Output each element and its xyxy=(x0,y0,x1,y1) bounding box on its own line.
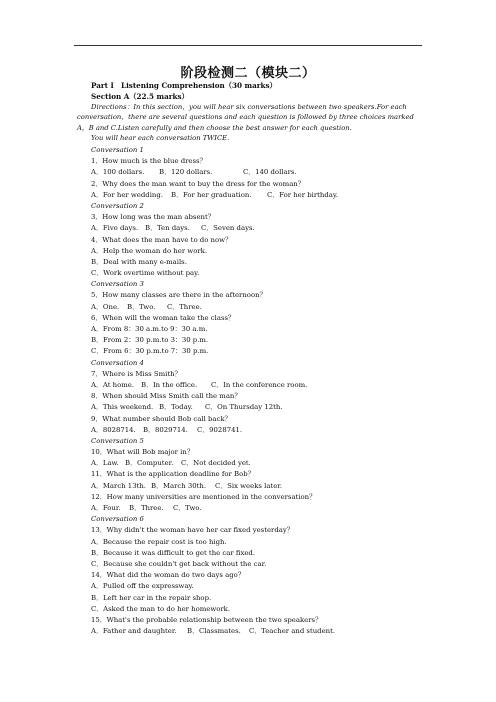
conversation-heading: Conversation 5 xyxy=(91,436,144,445)
question-line: 9．What number should Bob call back？ xyxy=(91,414,232,423)
options-row xyxy=(91,503,431,514)
question-line: A．Because the repair cost is too high. xyxy=(91,537,227,546)
options-row xyxy=(91,425,431,436)
question-line: 2．Why does the man want to buy the dress for the woman？ xyxy=(91,179,305,188)
option-choice: A．One. xyxy=(91,302,120,311)
option-choice: A．At home. xyxy=(91,380,135,389)
question-line: A．Pulled off the expressway. xyxy=(91,582,194,591)
option-choice: B．Today. xyxy=(159,403,193,412)
option-choice: C．Teacher and student. xyxy=(249,627,336,636)
page-title: 阶段检测二（模块二） xyxy=(180,66,316,81)
option-choice: B．In the office. xyxy=(141,380,198,389)
option-choice: C．For her birthday. xyxy=(267,190,339,199)
option-choice: A．Five days. xyxy=(91,224,139,233)
option-choice: B．March 30th. xyxy=(151,481,207,490)
options-row xyxy=(91,458,431,469)
option-choice: B．8029714. xyxy=(143,425,188,434)
question-line: C．Because she couldn't get back without the car. xyxy=(91,559,267,568)
option-choice: A．This weekend. xyxy=(91,403,154,412)
option-choice: B．Three. xyxy=(129,504,164,512)
options-row xyxy=(91,302,431,313)
question-line: 13．Why didn't the woman have her car fixed yesterday？ xyxy=(91,526,294,535)
option-choice: B．Classmates. xyxy=(187,627,241,636)
question-line: 10．What will Bob major in？ xyxy=(91,448,194,457)
question-line: 5．How many classes are there in the afternoon？ xyxy=(91,291,267,300)
question-line: 15．What's the probable relationship between the two speakers？ xyxy=(91,615,322,624)
question-line: C．Asked the man to do her homework. xyxy=(91,604,231,613)
option-choice: B．Ten days. xyxy=(145,224,190,233)
question-line: 12．How many universities are mentioned in the conversation？ xyxy=(91,492,316,501)
question-line: B．From 2：30 p.m.to 3：30 p.m. xyxy=(91,336,209,345)
question-line: 8．When should Miss Smith call the man？ xyxy=(91,392,242,401)
option-choice: C．Six weeks later. xyxy=(215,481,283,490)
option-choice: C．140 dollars. xyxy=(243,168,297,177)
question-line: A．Help the woman do her work. xyxy=(91,246,208,255)
option-choice: B．For her graduation. xyxy=(171,190,252,199)
question-line: 14．What did the woman do two days ago？ xyxy=(91,571,245,580)
option-choice: B．Two. xyxy=(127,302,156,311)
part-heading: Part Ⅰ Listening Comprehension（30 marks） xyxy=(91,81,277,90)
option-choice: A．8028714. xyxy=(91,425,136,434)
question-line: 7．Where is Miss Smith？ xyxy=(91,369,182,378)
option-choice: A．For her wedding. xyxy=(91,190,163,199)
option-choice: A．Four. xyxy=(91,504,121,512)
options-row xyxy=(91,626,431,637)
conversation-heading: Conversation 4 xyxy=(91,358,144,367)
option-choice: B．120 dollars. xyxy=(159,168,213,177)
option-choice: C．Three. xyxy=(167,302,202,311)
option-choice: C．Seven days. xyxy=(201,224,255,233)
options-row xyxy=(91,190,431,201)
options-row xyxy=(91,481,431,492)
option-choice: A．Law. xyxy=(91,459,119,468)
conversation-heading: Conversation 6 xyxy=(91,515,144,524)
option-choice: A．March 13th. xyxy=(91,481,146,490)
option-choice: A．100 dollars. xyxy=(91,168,145,177)
question-line: 4．What does the man have to do now？ xyxy=(91,235,232,244)
question-line: C．Work overtime without pay. xyxy=(91,269,200,278)
directions-paragraph: Directions：In this section，you will hear six conversations between two speakers.For each conversation，there are several questions and each question is followed by three choices marked A，B and C.Listen carefully and then choose the best answer for each question. xyxy=(77,103,414,132)
question-line: B．Because it was difficult to get the car fixed. xyxy=(91,548,256,557)
options-row xyxy=(91,167,431,178)
option-choice: C．On Thursday 12th. xyxy=(205,403,283,412)
conversation-heading: Conversation 3 xyxy=(91,280,144,289)
option-choice: C．In the conference room. xyxy=(211,380,308,389)
question-line: B．Deal with many e-mails. xyxy=(91,257,187,266)
instruction-note: You will hear each conversation TWICE. xyxy=(91,134,230,142)
question-line: 11．What is the application deadline for Bob？ xyxy=(91,470,255,479)
option-choice: C．Two. xyxy=(173,504,202,512)
options-row xyxy=(91,380,431,391)
options-row xyxy=(91,402,431,413)
option-choice: A．Father and daughter. xyxy=(91,627,177,636)
question-line: A．From 8：30 a.m.to 9：30 a.m. xyxy=(91,325,208,333)
header-rule xyxy=(74,45,422,46)
question-line: 1．How much is the blue dress？ xyxy=(91,157,207,166)
question-line: 6．When will the woman take the class？ xyxy=(91,313,235,322)
conversation-heading: Conversation 2 xyxy=(91,201,144,210)
options-row xyxy=(91,223,431,234)
question-line: C．From 6：30 p.m.to 7：30 p.m. xyxy=(91,347,209,356)
option-choice: C．Not decided yet. xyxy=(181,459,251,468)
question-line: 3．How long was the man absent？ xyxy=(91,213,215,222)
question-line: B．Left her car in the repair shop. xyxy=(91,593,212,602)
section-heading: Section A（22.5 marks） xyxy=(91,92,189,101)
questions-list xyxy=(91,145,431,637)
conversation-heading: Conversation 1 xyxy=(91,146,144,154)
option-choice: B．Computer. xyxy=(125,459,174,468)
option-choice: C．9028741. xyxy=(197,425,243,434)
